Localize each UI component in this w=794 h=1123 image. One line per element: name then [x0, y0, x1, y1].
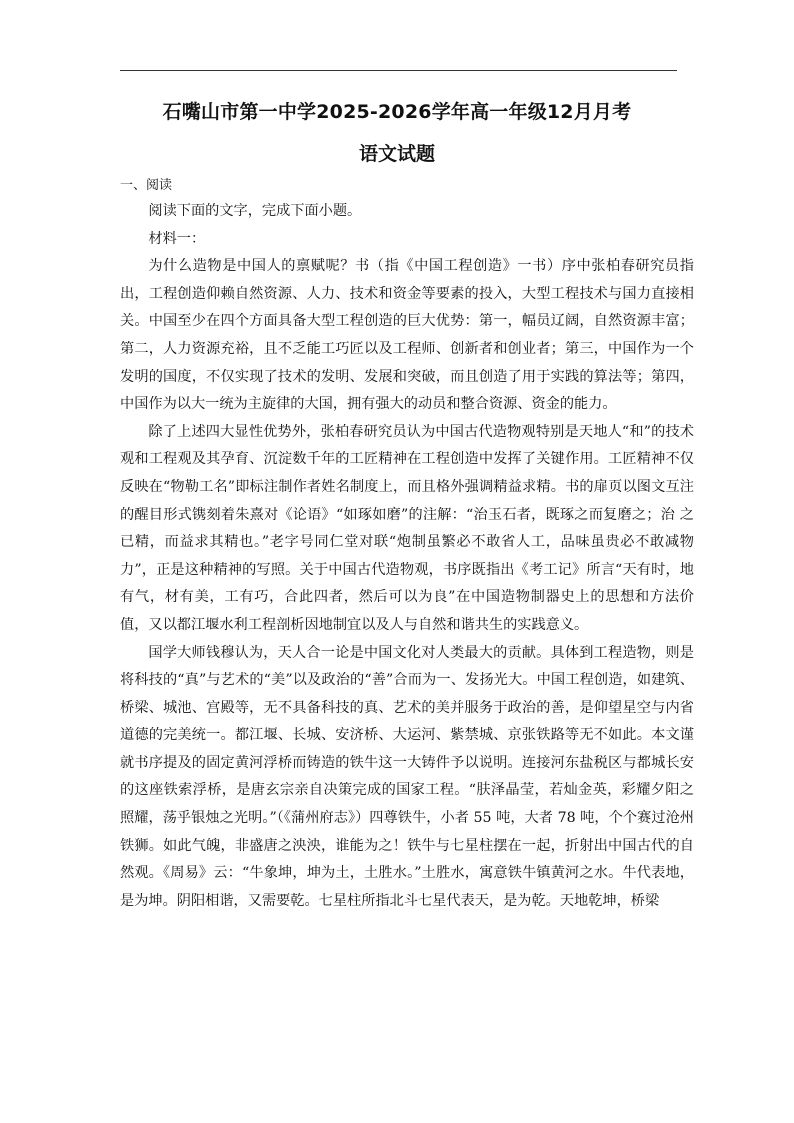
passage-paragraph-3: 国学大师钱穆认为，天人合一论是中国文化对人类最大的贡献。具体到工程造物，则是将科技的“真”与艺术的“美”以及政治的“善”合而为一、发扬光大。中国工程创造，如建筑、桥梁、城池、宫殿等，无不具备科技的真、艺术的美并服务于政治的善，是仰望星空与内省道德的完美统一。都江堰、长城、安济桥、大运河、紫禁城、京张铁路等无不如此。本文谨就书序提及的固定黄河浮桥而铸造的铁牛这一大铸件予以说明。连接河东盐税区与都城长安的这座铁索浮桥，是唐玄宗亲自决策完成的国家工程。“肤泽晶莹，若灿金英，彩耀夕阳之照耀，荡乎银烛之光明。”（《蒲州府志》）四尊铁牛，小者 55 吨，大者 78 吨，个个赛过沧州铁狮。如此气魄，非盛唐之泱泱，谁能为之！铁牛与七星柱摆在一起，折射出中国古代的自然观。《周易》云：“牛象坤，坤为土，土胜水。”土胜水，寓意铁牛镇黄河之水。牛代表地，是为坤。阴阳相谐，又需要乾。七星柱所指北斗七星代表天，是为乾。天地乾坤，桥梁 — [120, 644, 694, 909]
header-rule — [120, 70, 677, 71]
passage-paragraph-1: 为什么造物是中国人的禀赋呢？书（指《中国工程创造》一书）序中张柏春研究员指出，工程创造仰赖自然资源、人力、技术和资金等要素的投入，大型工程技术与国力直接相关。中国至少在四个方面具备大型工程创造的巨大优势：第一，幅员辽阔，自然资源丰富；第二，人力资源充裕，且不乏能工巧匠以及工程师、创新者和创业者；第三，中国作为一个发明的国度，不仅实现了技术的发明、发展和突破，而且创造了用于实践的算法等；第四，中国作为以大一统为主旋律的大国，拥有强大的动员和整合资源、资金的能力。 — [120, 258, 694, 413]
instruction-paragraph: 阅读下面的文字，完成下面小题。 — [148, 203, 362, 219]
section-heading: 一、阅读 — [120, 178, 173, 193]
passage-paragraph-2: 除了上述四大显性优势外，张柏春研究员认为中国古代造物观特别是天地人“和”的技术观和工程观及其孕育、沉淀数千年的工匠精神在工程创造中发挥了关键作用。工匠精神不仅反映在“物勒工名”即标注制作者姓名制度上，而且格外强调精益求精。书的扉页以图文互注的醒目形式镌刻着朱熹对《论语》“如琢如磨”的注解：“治玉石者，既琢之而复磨之；治 之已精，而益求其精也。”老字号同仁堂对联“炮制虽繁必不敢省人工，品味虽贵必不敢减物力”，正是这种精神的写照。关于中国古代造物观，书序既指出《考工记》所言“天有时，地有气，材有美，工有巧，合此四者，然后可以为良”在中国造物制器史上的思想和方法价值，又以都江堰水利工程剖析因地制宜以及人与自然和谐共生的实践意义。 — [120, 423, 694, 633]
exam-title: 石嘴山市第一中学2025-2026学年高一年级12月月考 — [162, 101, 632, 123]
material-label: 材料一： — [148, 230, 206, 247]
reading-passage — [120, 198, 694, 915]
exam-subtitle: 语文试题 — [358, 143, 435, 165]
